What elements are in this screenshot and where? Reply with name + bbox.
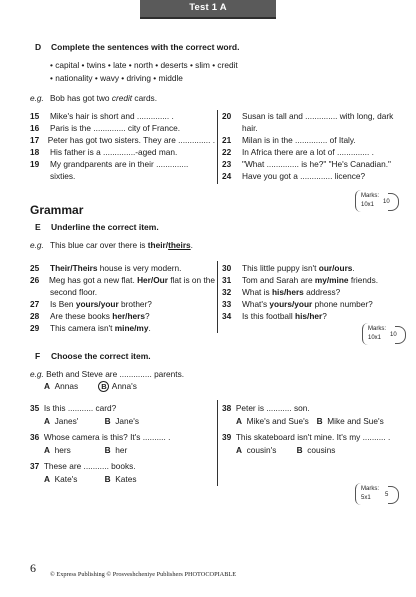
question-row: 20 Susan is tall and .............. with long, dark <box>222 111 394 121</box>
section-f-letter: F <box>35 351 41 361</box>
mcq-item: 37 These are ........... books. A Kate's B Kates <box>30 461 137 484</box>
question-row: 26 Meg has got a new flat. Her/Our flat is on the <box>30 275 215 285</box>
question-row: 22 In Africa there are a lot of .............. . <box>222 147 374 157</box>
section-d-instruction: Complete the sentences with the correct word. <box>51 42 240 52</box>
question-row: sixties. <box>50 171 76 181</box>
mcq-item: 36 Whose camera is this? It's .......... . A hers B her <box>30 432 171 455</box>
test-title: Test 1 A <box>189 2 227 13</box>
question-row: 15 Mike's hair is short and .............. . <box>30 111 174 121</box>
question-row: 28 Are these books her/hers? <box>30 311 150 321</box>
question-row: 19 My grandparents are in their .............. <box>30 159 189 169</box>
question-row: 32 What is his/hers address? <box>222 287 341 297</box>
column-divider <box>217 400 218 486</box>
question-row: 23 "What .............. is he?" "He's Canadian." <box>222 159 391 169</box>
copyright-footer: © Express Publishing © Prosveshcheniye Publishers PHOTOCOPIABLE <box>50 571 237 578</box>
example-label: e.g. <box>30 240 44 250</box>
question-row: second floor. <box>50 287 98 297</box>
selected-answer-circle: B <box>98 381 109 392</box>
section-e-instruction: Underline the correct item. <box>51 222 159 232</box>
question-row: 21 Milan is in the .............. of Italy. <box>222 135 356 145</box>
column-divider <box>217 110 218 184</box>
column-divider <box>217 261 218 333</box>
example-label: e.g. <box>30 93 44 103</box>
example-sentence: e.g. Beth and Steve are .............. parents. <box>30 369 185 379</box>
example-options: A Annas B Anna's <box>44 381 137 391</box>
question-row: 16 Paris is the .............. city of France. <box>30 123 181 133</box>
question-row: 24 Have you got a .............. licence? <box>222 171 366 181</box>
question-row: 30 This little puppy isn't our/ours. <box>222 263 355 273</box>
section-e-letter: E <box>35 222 41 232</box>
test-header-bar <box>140 0 276 19</box>
grammar-heading: Grammar <box>30 203 84 217</box>
section-e-left-col <box>30 263 215 335</box>
question-row: 27 Is Ben yours/your brother? <box>30 299 152 309</box>
section-d-right-col <box>222 111 407 183</box>
question-row: 34 Is this football his/her? <box>222 311 327 321</box>
page-number: 6 <box>30 561 36 575</box>
section-d-left-col <box>30 111 215 183</box>
example-sentence: Bob has got two credit cards. <box>50 93 158 103</box>
mcq-item: 38 Peter is ........... son. A Mike's and Sue's B Mike and Sue's <box>222 403 384 426</box>
question-row: 18 His father is a ..............-aged man. <box>30 147 178 157</box>
example-sentence: This blue car over there is their/theirs. <box>50 240 193 250</box>
section-e-right-col <box>222 263 407 323</box>
question-row: 29 This camera isn't mine/my. <box>30 323 151 333</box>
mcq-item: 35 Is this ........... card? A Janes' B Jane's <box>30 403 139 426</box>
word-bank-row1: • capital • twins • late • north • deserts • slim • credit <box>50 60 238 70</box>
question-row: 17 Peter has got two sisters. They are .............. . <box>30 135 215 145</box>
question-row: 25 Their/Theirs house is very modern. <box>30 263 182 273</box>
section-f-instruction: Choose the correct item. <box>51 351 151 361</box>
question-row: 31 Tom and Sarah are my/mine friends. <box>222 275 379 285</box>
word-bank-row2: • nationality • wavy • driving • middle <box>50 73 183 83</box>
mcq-item: 39 This skateboard isn't mine. It's my .......... . A cousin's B cousins <box>222 432 391 455</box>
question-row: hair. <box>242 123 258 133</box>
section-d-letter: D <box>35 42 42 52</box>
question-row: 33 What's yours/your phone number? <box>222 299 373 309</box>
